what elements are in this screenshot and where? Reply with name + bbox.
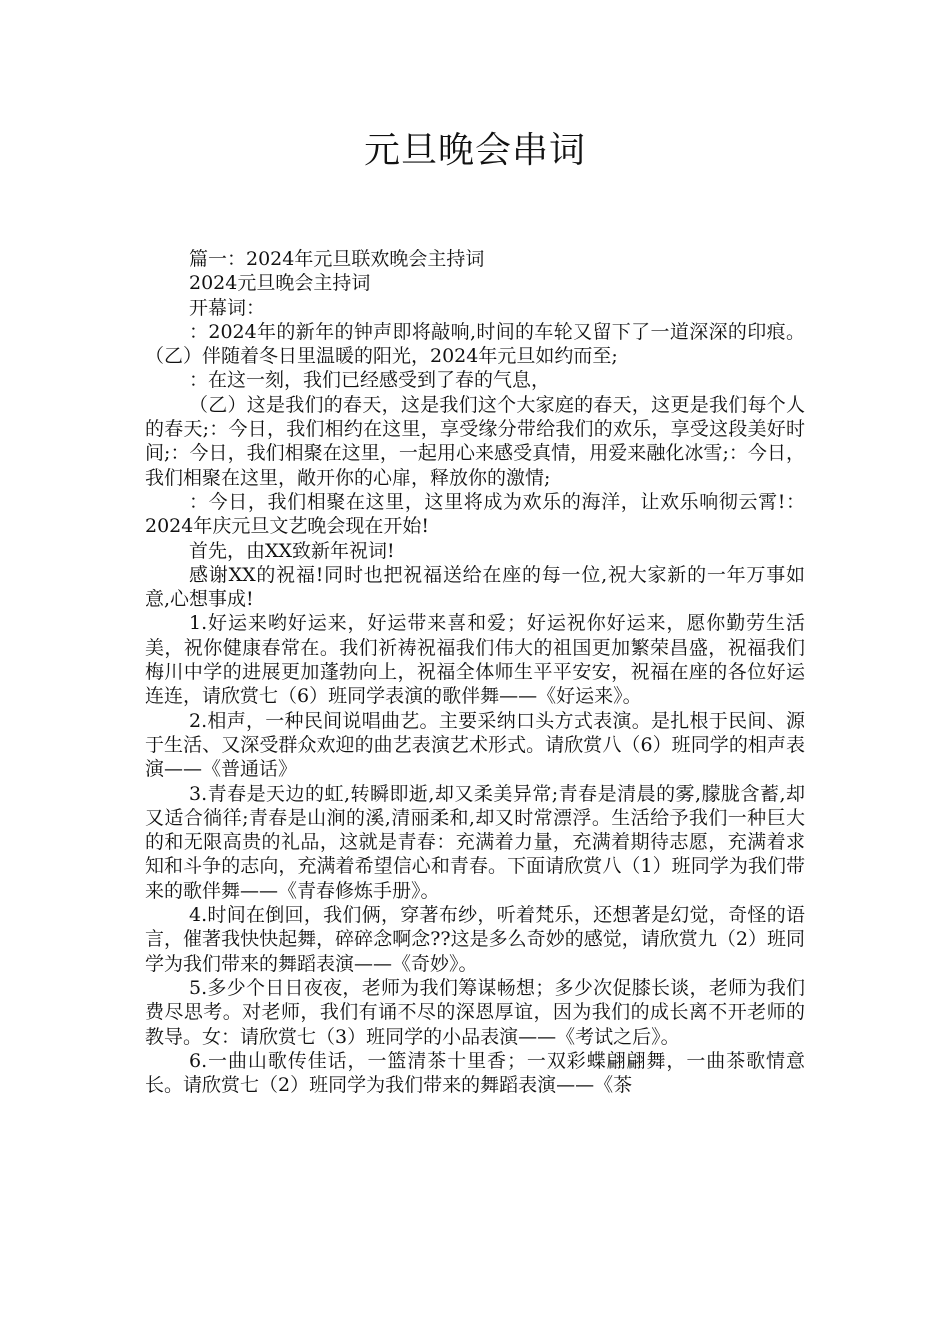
paragraph: ：2024年的新年的钟声即将敲响,时间的车轮又留下了一道深深的印痕。（乙）伴随着冬日里温暖的阳光，2024年元旦如约而至; (145, 320, 805, 368)
paragraph: 感谢XX的祝福!同时也把祝福送给在座的每一位,祝大家新的一年万事如意,心想事成! (145, 563, 805, 611)
paragraph: 2.相声，一种民间说唱曲艺。主要采纳口头方式表演。是扎根于民间、源于生活、又深受群众欢迎的曲艺表演艺术形式。请欣赏八（6）班同学的相声表演——《普通话》 (145, 709, 805, 781)
paragraph: ：今日，我们相聚在这里，这里将成为欢乐的海洋，让欢乐响彻云霄!：2024年庆元旦文艺晚会现在开始! (145, 490, 805, 538)
document-title: 元旦晚会串词 (363, 130, 586, 171)
paragraph: 首先，由XX致新年祝词! (189, 539, 395, 562)
paragraph: （乙）这是我们的春天，这是我们这个大家庭的春天，这更是我们每个人的春天;：今日，我们相约在这里，享受缘分带给我们的欢乐，享受这段美好时间;：今日，我们相聚在这里，一起用心来感受真情，用爱来融化冰雪;：今日，我们相聚在这里，敞开你的心扉，释放你的激情; (145, 393, 805, 489)
paragraph: 2024元旦晚会主持词 (189, 272, 371, 295)
paragraph: 6.一曲山歌传佳话，一篮清茶十里香；一双彩蝶翩翩舞，一曲茶歌情意长。请欣赏七（2）班同学为我们带来的舞蹈表演——《茶 (145, 1049, 805, 1097)
paragraph: ：在这一刻，我们已经感受到了春的气息， (189, 369, 551, 392)
paragraph: 1.好运来哟好运来，好运带来喜和爱；好运祝你好运来，愿你勤劳生活美，祝你健康春常在。我们祈祷祝福我们伟大的祖国更加繁荣昌盛，祝福我们梅川中学的进展更加蓬勃向上，祝福全体师生平平安安，祝福在座的各位好运连连，请欣赏七（6）班同学表演的歌伴舞——《好运来》。 (145, 612, 805, 708)
paragraph: 5.多少个日日夜夜，老师为我们筹谋畅想；多少次促膝长谈，老师为我们费尽思考。对老师，我们有诵不尽的深恩厚谊，因为我们的成长离不开老师的教导。女：请欣赏七（3）班同学的小品表演——《考试之后》。 (145, 976, 805, 1048)
paragraph: 3.青春是天边的虹,转瞬即逝,却又柔美异常;青春是清晨的雾,朦胧含蓄,却又适合徜徉;青春是山涧的溪,清丽柔和,却又时常漂浮。生活给予我们一种巨大的和无限高贵的礼品，这就是青春：充满着力量，充满着期待志愿，充满着求知和斗争的志向，充满着希望信心和青春。下面请欣赏八（1）班同学为我们带来的歌伴舞——《青春修炼手册》。 (145, 782, 805, 902)
document-body (145, 247, 805, 1097)
paragraph: 篇一：2024年元旦联欢晚会主持词 (189, 248, 485, 270)
paragraph: 开幕词： (189, 296, 266, 319)
paragraph: 4.时间在倒回，我们俩，穿著布纱，听着梵乐，还想著是幻觉，奇怪的语言，催著我快快起舞，碎碎念啊念??这是多么奇妙的感觉，请欣赏九（2）班同学为我们带来的舞蹈表演——《奇妙》。 (145, 904, 805, 975)
